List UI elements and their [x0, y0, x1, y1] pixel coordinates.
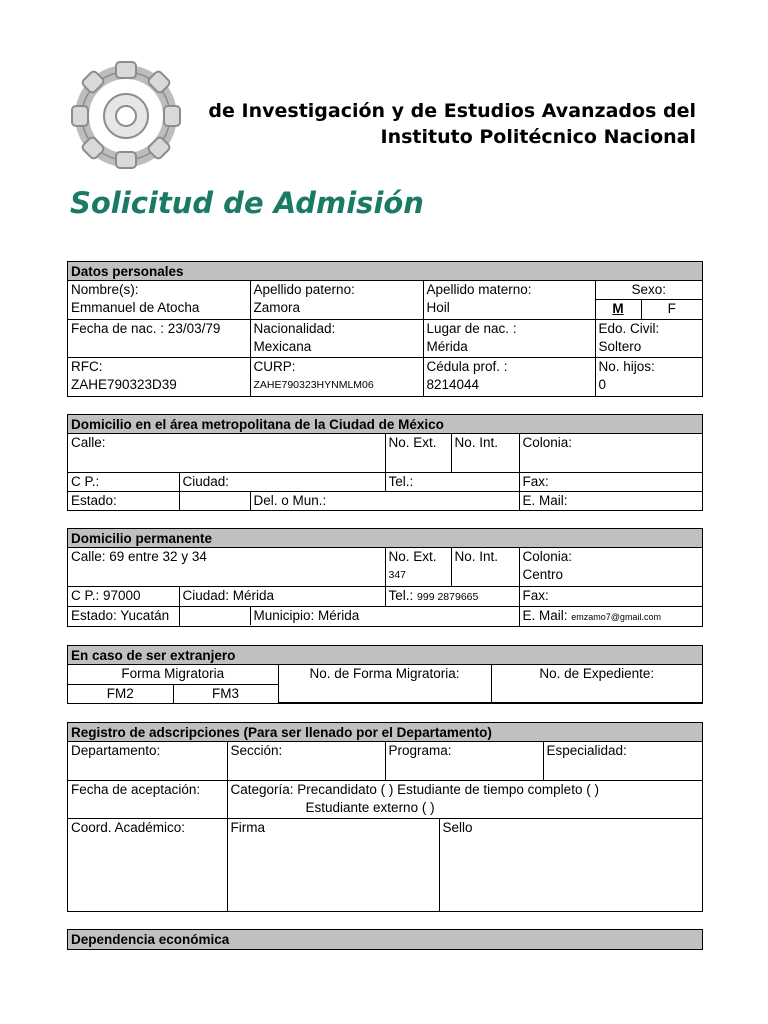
perm-email-label: E. Mail: — [522, 607, 568, 623]
section-header: Registro de adscripciones (Para ser llenado por el Departamento) — [68, 723, 702, 742]
perm-colonia-value[interactable]: Centro — [522, 567, 564, 582]
perm-email-value[interactable]: emzamo7@gmail.com — [571, 611, 661, 622]
nacionalidad-value[interactable]: Mexicana — [253, 339, 312, 354]
metro-calle[interactable]: Calle: — [68, 434, 385, 472]
metro-ciudad[interactable]: Ciudad: — [179, 472, 385, 491]
metro-fax[interactable]: Fax: — [519, 472, 702, 491]
perm-municipio[interactable]: Municipio: Mérida — [250, 607, 519, 625]
institution-line2: Instituto Politécnico Nacional — [380, 126, 696, 148]
seccion[interactable]: Sección: — [227, 742, 385, 780]
metro-no-ext[interactable]: No. Ext. — [385, 434, 451, 472]
fecha-nac[interactable]: Fecha de nac. : 23/03/79 — [71, 321, 221, 336]
nombre-value[interactable]: Emmanuel de Atocha — [71, 300, 200, 315]
rfc-value[interactable]: ZAHE790323D39 — [71, 377, 177, 392]
section-header: Datos personales — [68, 262, 702, 281]
ap-materno-value[interactable]: Hoil — [426, 300, 450, 315]
especialidad[interactable]: Especialidad: — [543, 742, 702, 780]
perm-estado[interactable]: Estado: Yucatán — [68, 606, 179, 626]
metro-no-int[interactable]: No. Int. — [451, 434, 519, 472]
fecha-aceptacion[interactable]: Fecha de aceptación: — [68, 780, 227, 818]
ap-paterno-value[interactable]: Zamora — [253, 300, 301, 315]
sexo-f[interactable]: F — [667, 301, 676, 316]
hijos-label: No. hijos: — [598, 359, 655, 374]
metro-cp[interactable]: C P.: — [68, 472, 179, 491]
no-forma-migratoria[interactable]: No. de Forma Migratoria: — [278, 665, 491, 703]
sexo-label: Sexo: — [596, 281, 703, 300]
curp-label: CURP: — [253, 359, 296, 374]
categoria-line2[interactable]: Estudiante externo ( ) — [305, 799, 435, 815]
perm-no-ext-value[interactable]: 347 — [388, 569, 407, 581]
categoria-line1[interactable]: Categoría: Precandidato ( ) Estudiante de tiempo completo ( ) — [230, 781, 599, 797]
cinvestav-logo — [66, 56, 186, 174]
section-header: Domicilio en el área metropolitana de la Ciudad de México — [68, 415, 702, 434]
edo-civil-value[interactable]: Soltero — [598, 339, 642, 354]
perm-fax[interactable]: Fax: — [519, 586, 702, 606]
cedula-label: Cédula prof. : — [426, 359, 508, 374]
perm-calle[interactable]: Calle: 69 entre 32 y 34 — [68, 548, 385, 586]
curp-value[interactable]: ZAHE790323HYNMLM06 — [253, 379, 374, 391]
departamento[interactable]: Departamento: — [68, 742, 227, 780]
section-extranjero — [67, 645, 703, 704]
no-expediente[interactable]: No. de Expediente: — [491, 665, 702, 703]
institution-name — [208, 98, 696, 150]
section-domicilio-metropolitano — [67, 414, 703, 511]
section-header: Dependencia económica — [68, 930, 702, 949]
metro-del-mun[interactable]: Del. o Mun.: — [250, 492, 519, 510]
perm-cp[interactable]: C P.: 97000 — [68, 586, 179, 606]
section-header: Domicilio permanente — [68, 529, 702, 548]
forma-migratoria-label: Forma Migratoria — [68, 665, 278, 684]
fm3-option[interactable]: FM3 — [173, 684, 278, 703]
lugar-nac-value[interactable]: Mérida — [426, 339, 468, 354]
coord-academico[interactable]: Coord. Académico: — [68, 818, 227, 911]
fm2-option[interactable]: FM2 — [68, 684, 173, 703]
hijos-value[interactable]: 0 — [598, 377, 607, 392]
metro-email[interactable]: E. Mail: — [519, 491, 702, 510]
firma[interactable]: Firma — [228, 819, 440, 911]
institution-line1: de Investigación y de Estudios Avanzados del — [208, 100, 696, 122]
programa[interactable]: Programa: — [385, 742, 543, 780]
metro-estado[interactable]: Estado: — [68, 491, 179, 510]
perm-tel-label: Tel.: — [388, 587, 414, 603]
sexo-m[interactable]: M — [596, 300, 642, 319]
form-title: Solicitud de Admisión — [70, 186, 424, 220]
rfc-label: RFC: — [71, 359, 103, 374]
ap-paterno-label: Apellido paterno: — [253, 282, 355, 297]
cedula-value[interactable]: 8214044 — [426, 377, 480, 392]
nombre-label: Nombre(s): — [71, 282, 139, 297]
perm-no-int[interactable]: No. Int. — [451, 548, 519, 586]
section-datos-personales — [67, 261, 703, 397]
metro-colonia[interactable]: Colonia: — [519, 434, 702, 472]
perm-tel-value[interactable]: 999 2879665 — [417, 590, 479, 603]
nacionalidad-label: Nacionalidad: — [253, 321, 336, 336]
perm-colonia-label: Colonia: — [522, 549, 573, 564]
section-registro-adscripciones — [67, 722, 703, 912]
metro-tel[interactable]: Tel.: — [385, 472, 519, 491]
lugar-nac-label: Lugar de nac. : — [426, 321, 517, 336]
perm-ciudad[interactable]: Ciudad: Mérida — [179, 586, 385, 606]
section-header: En caso de ser extranjero — [68, 646, 702, 665]
section-domicilio-permanente — [67, 528, 703, 627]
section-dependencia-economica — [67, 929, 703, 950]
edo-civil-label: Edo. Civil: — [598, 321, 660, 336]
perm-no-ext-label: No. Ext. — [388, 549, 437, 564]
ap-materno-label: Apellido materno: — [426, 282, 532, 297]
sello[interactable]: Sello — [442, 819, 473, 835]
